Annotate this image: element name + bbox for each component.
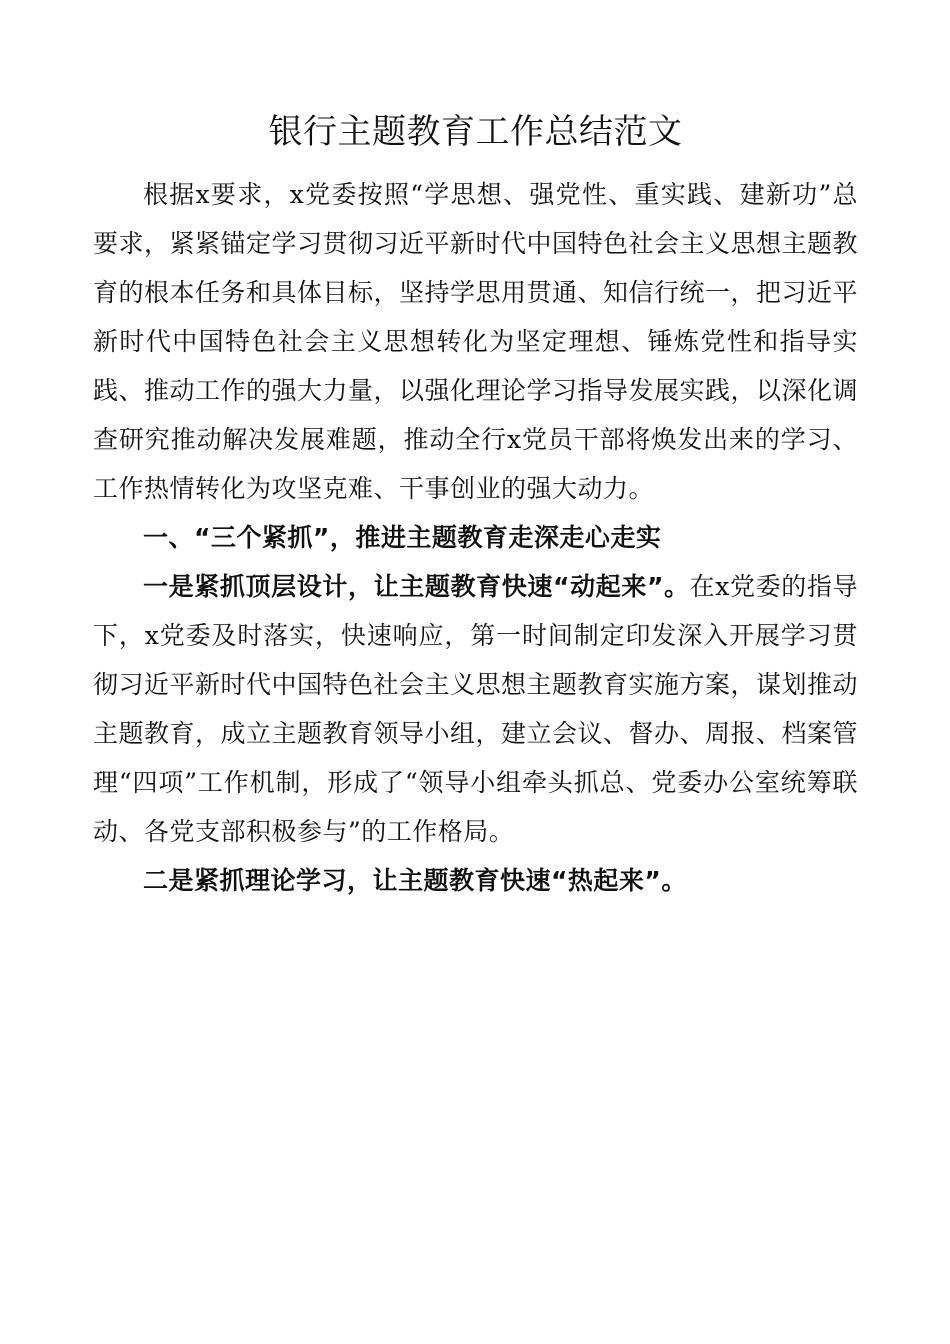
document-title: 银行主题教育工作总结范文	[268, 112, 683, 152]
point-1-lead: 一是紧抓顶层设计，让主题教育快速“动起来”。	[143, 572, 690, 601]
intro-paragraph: 根据x要求，x党委按照“学思想、强党性、重实践、建新功”总要求，紧紧锚定学习贯彻习近平新时代中国特色社会主义思想主题教育的根本任务和具体目标，坚持学思用贯通、知信行统一，把习近平新时代中国特色社会主义思想转化为坚定理想、锤炼党性和指导实践、推动工作的强大力量，以强化理论学习指导发展实践，以深化调查研究推动解决发展难题，推动全行x党员干部将焕发出来的学习、工作热情转化为攻坚克难、干事创业的强大动力。	[93, 180, 859, 503]
point-2-paragraph	[93, 856, 858, 905]
point-1-body: 在x党委的指导下，x党委及时落实，快速响应，第一时间制定印发深入开展学习贯彻习近平新时代中国特色社会主义思想主题教育实施方案，谋划推动主题教育，成立主题教育领导小组，建立会议、督办、周报、档案管理“四项”工作机制，形成了“领导小组牵头抓总、党委办公室统筹联动、各党支部积极参与”的工作格局。	[93, 572, 859, 846]
point-2-lead: 二是紧抓理论学习，让主题教育快速“热起来”。	[143, 866, 687, 895]
document-page	[93, 104, 858, 905]
point-1-paragraph	[93, 562, 858, 856]
section-heading-1: 一、“三个紧抓”，推进主题教育走深走心走实	[143, 523, 662, 552]
